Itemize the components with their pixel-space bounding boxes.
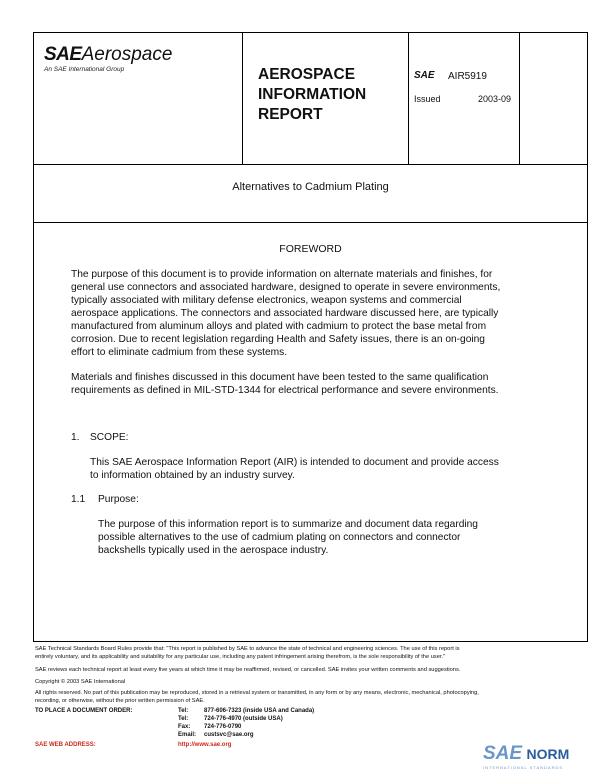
contact-phone-domestic: 877-606-7323 (inside USA and Canada) bbox=[204, 708, 315, 714]
contact-phone-international: 724-776-4970 (outside USA) bbox=[204, 716, 283, 722]
footer-rights bbox=[35, 690, 590, 705]
contact-fax: 724-776-0790 bbox=[204, 724, 242, 730]
web-address-link[interactable]: http://www.sae.org bbox=[178, 742, 232, 748]
footer-board-rules bbox=[35, 646, 590, 661]
logo-column-divider bbox=[242, 32, 243, 164]
web-address-label: SAE WEB ADDRESS: bbox=[35, 742, 96, 748]
footer-line: recording, or otherwise, without the prior written permission of SAE. bbox=[35, 697, 205, 704]
document-title: Alternatives to Cadmium Plating bbox=[232, 181, 389, 193]
sae-aerospace-logo: SAEAerospace An SAE International Group bbox=[44, 44, 173, 73]
footer-line: All rights reserved. No part of this publication may be reproduced, stored in a retrieval system or transmitted, in any form or by any means, electronic, mechanical, photocopying, bbox=[35, 690, 479, 696]
contact-kind: Tel: bbox=[178, 708, 189, 714]
text-line: Materials and finishes discussed in this document have been tested to the same qualification bbox=[71, 372, 489, 383]
document-number: AIR5919 bbox=[448, 71, 487, 82]
text-line: aerospace applications. The connectors and associated hardware discussed here, are typically bbox=[71, 308, 499, 319]
purpose-number: 1.1 bbox=[71, 494, 86, 505]
foreword-paragraph-1 bbox=[71, 268, 581, 359]
contact-kind: Fax: bbox=[178, 724, 191, 730]
issued-date: 2003-09 bbox=[478, 94, 512, 104]
footer-copyright: Copyright © 2003 SAE International bbox=[35, 679, 126, 685]
watermark-subtitle: INTERNATIONAL STANDARDS bbox=[483, 765, 564, 770]
order-label: TO PLACE A DOCUMENT ORDER: bbox=[35, 708, 133, 714]
footer-line: entirely voluntary, and its applicability and suitability for any particular use, including any patent infringement arising therefrom, is the sole responsibility of the user." bbox=[35, 653, 446, 660]
foreword-heading: FOREWORD bbox=[279, 243, 342, 255]
number-column-divider bbox=[519, 32, 520, 164]
text-line: possible alternatives to the use of cadmium plating on connectors and connector bbox=[98, 532, 461, 543]
contact-email[interactable]: custsvc@sae.org bbox=[204, 732, 254, 738]
title-divider bbox=[33, 222, 588, 223]
foreword-paragraph-2 bbox=[71, 371, 581, 397]
scope-number: 1. bbox=[71, 432, 80, 443]
type-column-divider bbox=[408, 32, 409, 164]
contact-kind: Tel: bbox=[178, 716, 189, 722]
sae-norm-watermark: SAE NORM bbox=[483, 743, 570, 764]
text-line: backshells typically used in the aerospace industry. bbox=[98, 545, 329, 556]
text-line: This SAE Aerospace Information Report (AIR) is intended to document and provide access bbox=[90, 457, 499, 468]
text-line: The purpose of this document is to provide information on alternate materials and finishes, for bbox=[71, 269, 493, 280]
purpose-text bbox=[98, 518, 578, 557]
scope-text bbox=[90, 456, 580, 482]
text-line: to information obtained by an industry survey. bbox=[90, 470, 295, 481]
footer-review: SAE reviews each technical report at least every five years at which time it may be reaffirmed, revised, or cancelled. SAE invites your written comments and suggestions. bbox=[35, 667, 461, 673]
issued-label: Issued bbox=[414, 94, 441, 104]
scope-heading: SCOPE: bbox=[90, 432, 129, 443]
footer-line: SAE Technical Standards Board Rules provide that: "This report is published by SAE to advance the state of technical and engineering sciences. The use of this report is bbox=[35, 646, 460, 652]
text-line: effort to eliminate cadmium from these systems. bbox=[71, 347, 288, 358]
purpose-heading: Purpose: bbox=[98, 494, 139, 505]
contact-kind: Email: bbox=[178, 732, 197, 738]
text-line: corrosion. Due to recent legislation regarding Health and Safety issues, there is an on-going bbox=[71, 334, 485, 345]
text-line: The purpose of this information report is to summarize and document data regarding bbox=[98, 519, 478, 530]
header-divider bbox=[33, 164, 588, 165]
sae-mark-icon: SAE bbox=[414, 70, 435, 81]
text-line: general use connectors and associated hardware, designed to operate in severe environments, bbox=[71, 282, 501, 293]
text-line: typically associated with military defense electronics, weapon systems and commercial bbox=[71, 295, 462, 306]
logo-tagline: An SAE International Group bbox=[44, 66, 125, 73]
report-type: AEROSPACE INFORMATION REPORT bbox=[258, 66, 367, 123]
text-line: manufactured from aluminum alloys and plated with cadmium to protect the base metal from bbox=[71, 321, 487, 332]
text-line: requirements as defined in MIL-STD-1344 for electrical performance and severe environments. bbox=[71, 385, 499, 396]
